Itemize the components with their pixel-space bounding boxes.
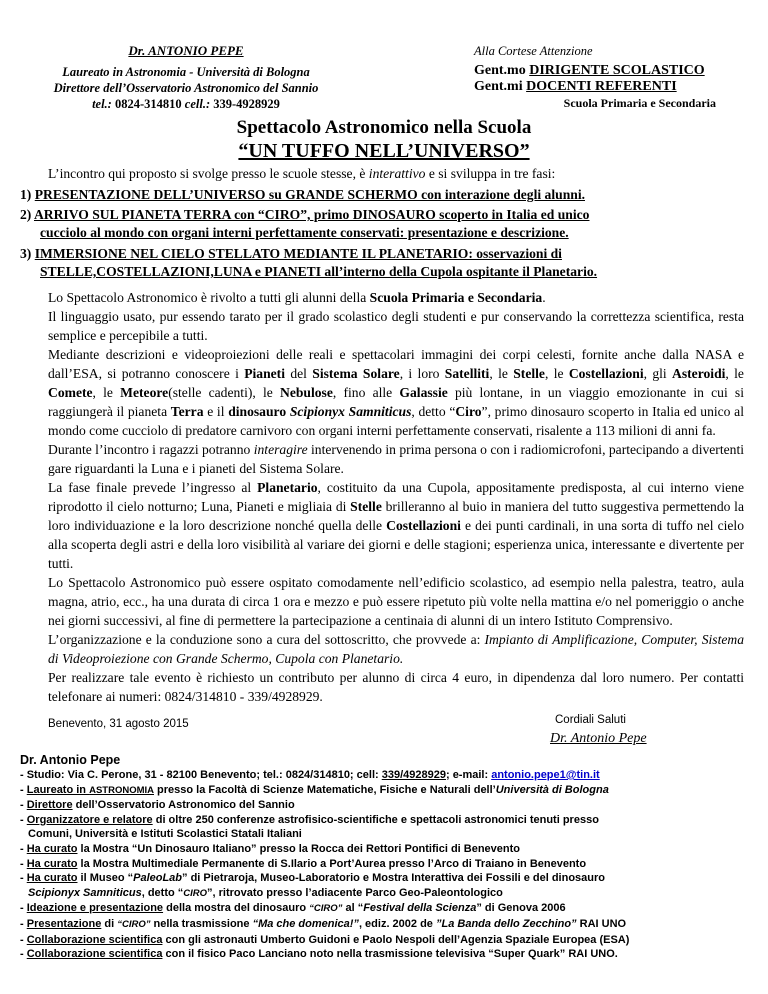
email-link[interactable]: antonio.pepe1@tin.it xyxy=(491,769,600,781)
cv-line: - Studio: Via C. Perone, 31 - 82100 Benevento; tel.: 0824/314810; cell: 339/4928929; e-mail: antonio.pepe1@tin.it xyxy=(20,769,600,781)
cv-line: Scipionyx Samniticus, detto “CIRO”, ritrovato presso l’adiacente Parco Geo-Paleontologico xyxy=(28,886,503,899)
cv-line: - Direttore dell’Osservatorio Astronomico del Sannio xyxy=(20,799,295,812)
cv-line: Comuni, Università e Istituti Scolastici Statali Italiani xyxy=(28,828,302,841)
phase-3: 3) IMMERSIONE NEL CIELO STELLATO MEDIANTE IL PLANETARIO: osservazioni di STELLE,COSTELLAZIONI,LUNA e PIANETI all’interno della Cupola ospitante il Planetario. xyxy=(20,246,598,279)
title-block xyxy=(0,117,768,163)
place-date: Benevento, 31 agosto 2015 xyxy=(48,718,189,730)
author-role: Direttore dell’Osservatorio Astronomico del Sannio xyxy=(53,81,319,95)
cv-block xyxy=(20,752,760,962)
header-left xyxy=(48,43,324,112)
body-text xyxy=(48,288,744,706)
cv-line: - Organizzatore e relatore di oltre 250 conferenze astrofisico-scientifiche e spettacoli astronomici tenuti presso xyxy=(20,813,599,826)
paragraph: La fase finale prevede l’ingresso al Planetario, costituito da una Cupola, appositamente predisposta, al cui interno viene riprodotto il cielo notturno; Luna, Pianeti e migliaia di Stelle brilleranno al buio in maniera del tutto suggestiva permettendo la loro individuazione e la loro descrizione nonché quella delle Costellazioni e dei punti cardinali, in una sorta di tuffo nel cielo alla scoperta degli astri e della loro visibilità al variare dei giorni e delle stagioni; esperienza unica, interessante e divertente per tutti. xyxy=(48,480,745,571)
recipient-3: Scuola Primaria e Secondaria xyxy=(563,96,716,110)
recipient-2: Gent.mi DOCENTI REFERENTI xyxy=(474,79,677,94)
intro-line: L’incontro qui proposto si svolge presso le scuole stesse, è interattivo e si sviluppa in tre fasi: xyxy=(48,166,556,181)
paragraph: L’organizzazione e la conduzione sono a cura del sottoscritto, che provvede a: Impianto di Amplificazione, Computer, Sistema di Videoproiezione con Grande Schermo, Cupola con Planetario. xyxy=(48,632,744,666)
cv-line: - Laureato in ASTRONOMIA presso la Facoltà di Scienze Matematiche, Fisiche e Naturali dell’Università di Bologna xyxy=(20,783,609,796)
page-subtitle: Spettacolo Astronomico nella Scuola xyxy=(236,117,532,138)
phase-2: 2) ARRIVO SUL PIANETA TERRA con “CIRO”, primo DINOSAURO scoperto in Italia ed unico cucciolo al mondo con organi interni perfettamente conservati: presentazione e descrizione. xyxy=(20,207,590,240)
recipient-1: Gent.mo DIRIGENTE SCOLASTICO xyxy=(474,63,705,78)
cv-line: - Collaborazione scientifica con il fisico Paco Lanciano noto nella trasmissione televisiva “Super Quark” RAI UNO. xyxy=(20,948,618,961)
cv-line: - Ha curato il Museo “PaleoLab” di Pietraroja, Museo-Laboratorio e Mostra Interattiva dei Fossili e del dinosauro xyxy=(20,872,605,885)
phase-1: 1) PRESENTAZIONE DELL’UNIVERSO su GRANDE SCHERMO con interazione degli alunni. xyxy=(20,187,585,202)
paragraph: Lo Spettacolo Astronomico è rivolto a tutti gli alunni della Scuola Primaria e Secondaria. xyxy=(48,290,546,305)
paragraph: Mediante descrizioni e videoproiezioni delle reali e spettacolari immagini dei corpi celesti, fornite anche dalla NASA e dall’ESA, si potranno conoscere i Pianeti del Sistema Solare, i loro Satelliti, le Stelle, le Costellazioni, gli Asteroidi, le Comete, le Meteore(stelle cadenti), le Nebulose, fino alle Galassie più lontane, in un viaggio emozionante in cui si raggiungerà il pianeta Terra e il dinosauro Scipionyx Samniticus, detto “Ciro”, primo dinosauro scoperto in Italia ed unico al mondo come cucciolo di predatore carnivoro con organi interni perfettamente conservati, risalente a 113 milioni di anni fa. xyxy=(48,347,744,438)
cv-line: - Ha curato la Mostra Multimediale Permanente di S.Ilario a Port’Aurea presso l’Arco di Traiano in Benevento xyxy=(20,857,587,870)
paragraph: Lo Spettacolo Astronomico può essere ospitato comodamente nell’edificio scolastico, ad esempio nella palestra, teatro, aula magna, atrio, ecc., ha una durata di circa 1 ora e mezzo e può essere ripetuto più volte nella mattina e/o nel pomeriggio o anche nei giorni successivi, al fine di permettere la partecipazione a centinaia di alunni di un intero Istituto Comprensivo. xyxy=(48,575,744,628)
header-right xyxy=(474,43,744,111)
paragraph: Il linguaggio usato, pur essendo tarato per il grado scolastico degli studenti e pur conservando la correttezza scientifica, resta semplice e percepibile a tutti. xyxy=(48,309,744,343)
attention-line: Alla Cortese Attenzione xyxy=(474,44,593,58)
cv-line: - Ha curato la Mostra “Un Dinosauro Italiano” presso la Rocca dei Rettori Pontifici di Benevento xyxy=(20,842,521,855)
cv-line: - Collaborazione scientifica con gli astronauti Umberto Guidoni e Paolo Nespoli dell’Agenzia Spaziale Europea (ESA) xyxy=(20,933,630,946)
author-degree: Laureato in Astronomia - Università di Bologna xyxy=(62,65,310,79)
cv-name: Dr. Antonio Pepe xyxy=(20,753,121,767)
cv-line: - Ideazione e presentazione della mostra del dinosauro “CIRO” al “Festival della Scienza” di Genova 2006 xyxy=(20,902,566,915)
paragraph: Per realizzare tale evento è richiesto un contributo per alunno di circa 4 euro, in dipendenza dal loro numero. Per contatti telefonare ai numeri: 0824/314810 - 339/4928929. xyxy=(48,670,744,704)
paragraph: Durante l’incontro i ragazzi potranno interagire intervenendo in prima persona o con i radiomicrofoni, partecipando a divertenti gare riguardanti la Luna e i pianeti del Sistema Solare. xyxy=(48,442,744,476)
signature: Dr. Antonio Pepe xyxy=(550,731,647,746)
author-name: Dr. ANTONIO PEPE xyxy=(128,43,244,58)
author-phones: tel.: 0824-314810 cell.: 339-4928929 xyxy=(92,97,280,111)
greeting: Cordiali Saluti xyxy=(555,714,626,726)
cv-line: - Presentazione di “CIRO” nella trasmissione “Ma che domenica!”, ediz. 2002 de ”La Banda dello Zecchino” RAI UNO xyxy=(20,917,627,930)
page-title: “UN TUFFO NELL’UNIVERSO” xyxy=(238,140,530,162)
